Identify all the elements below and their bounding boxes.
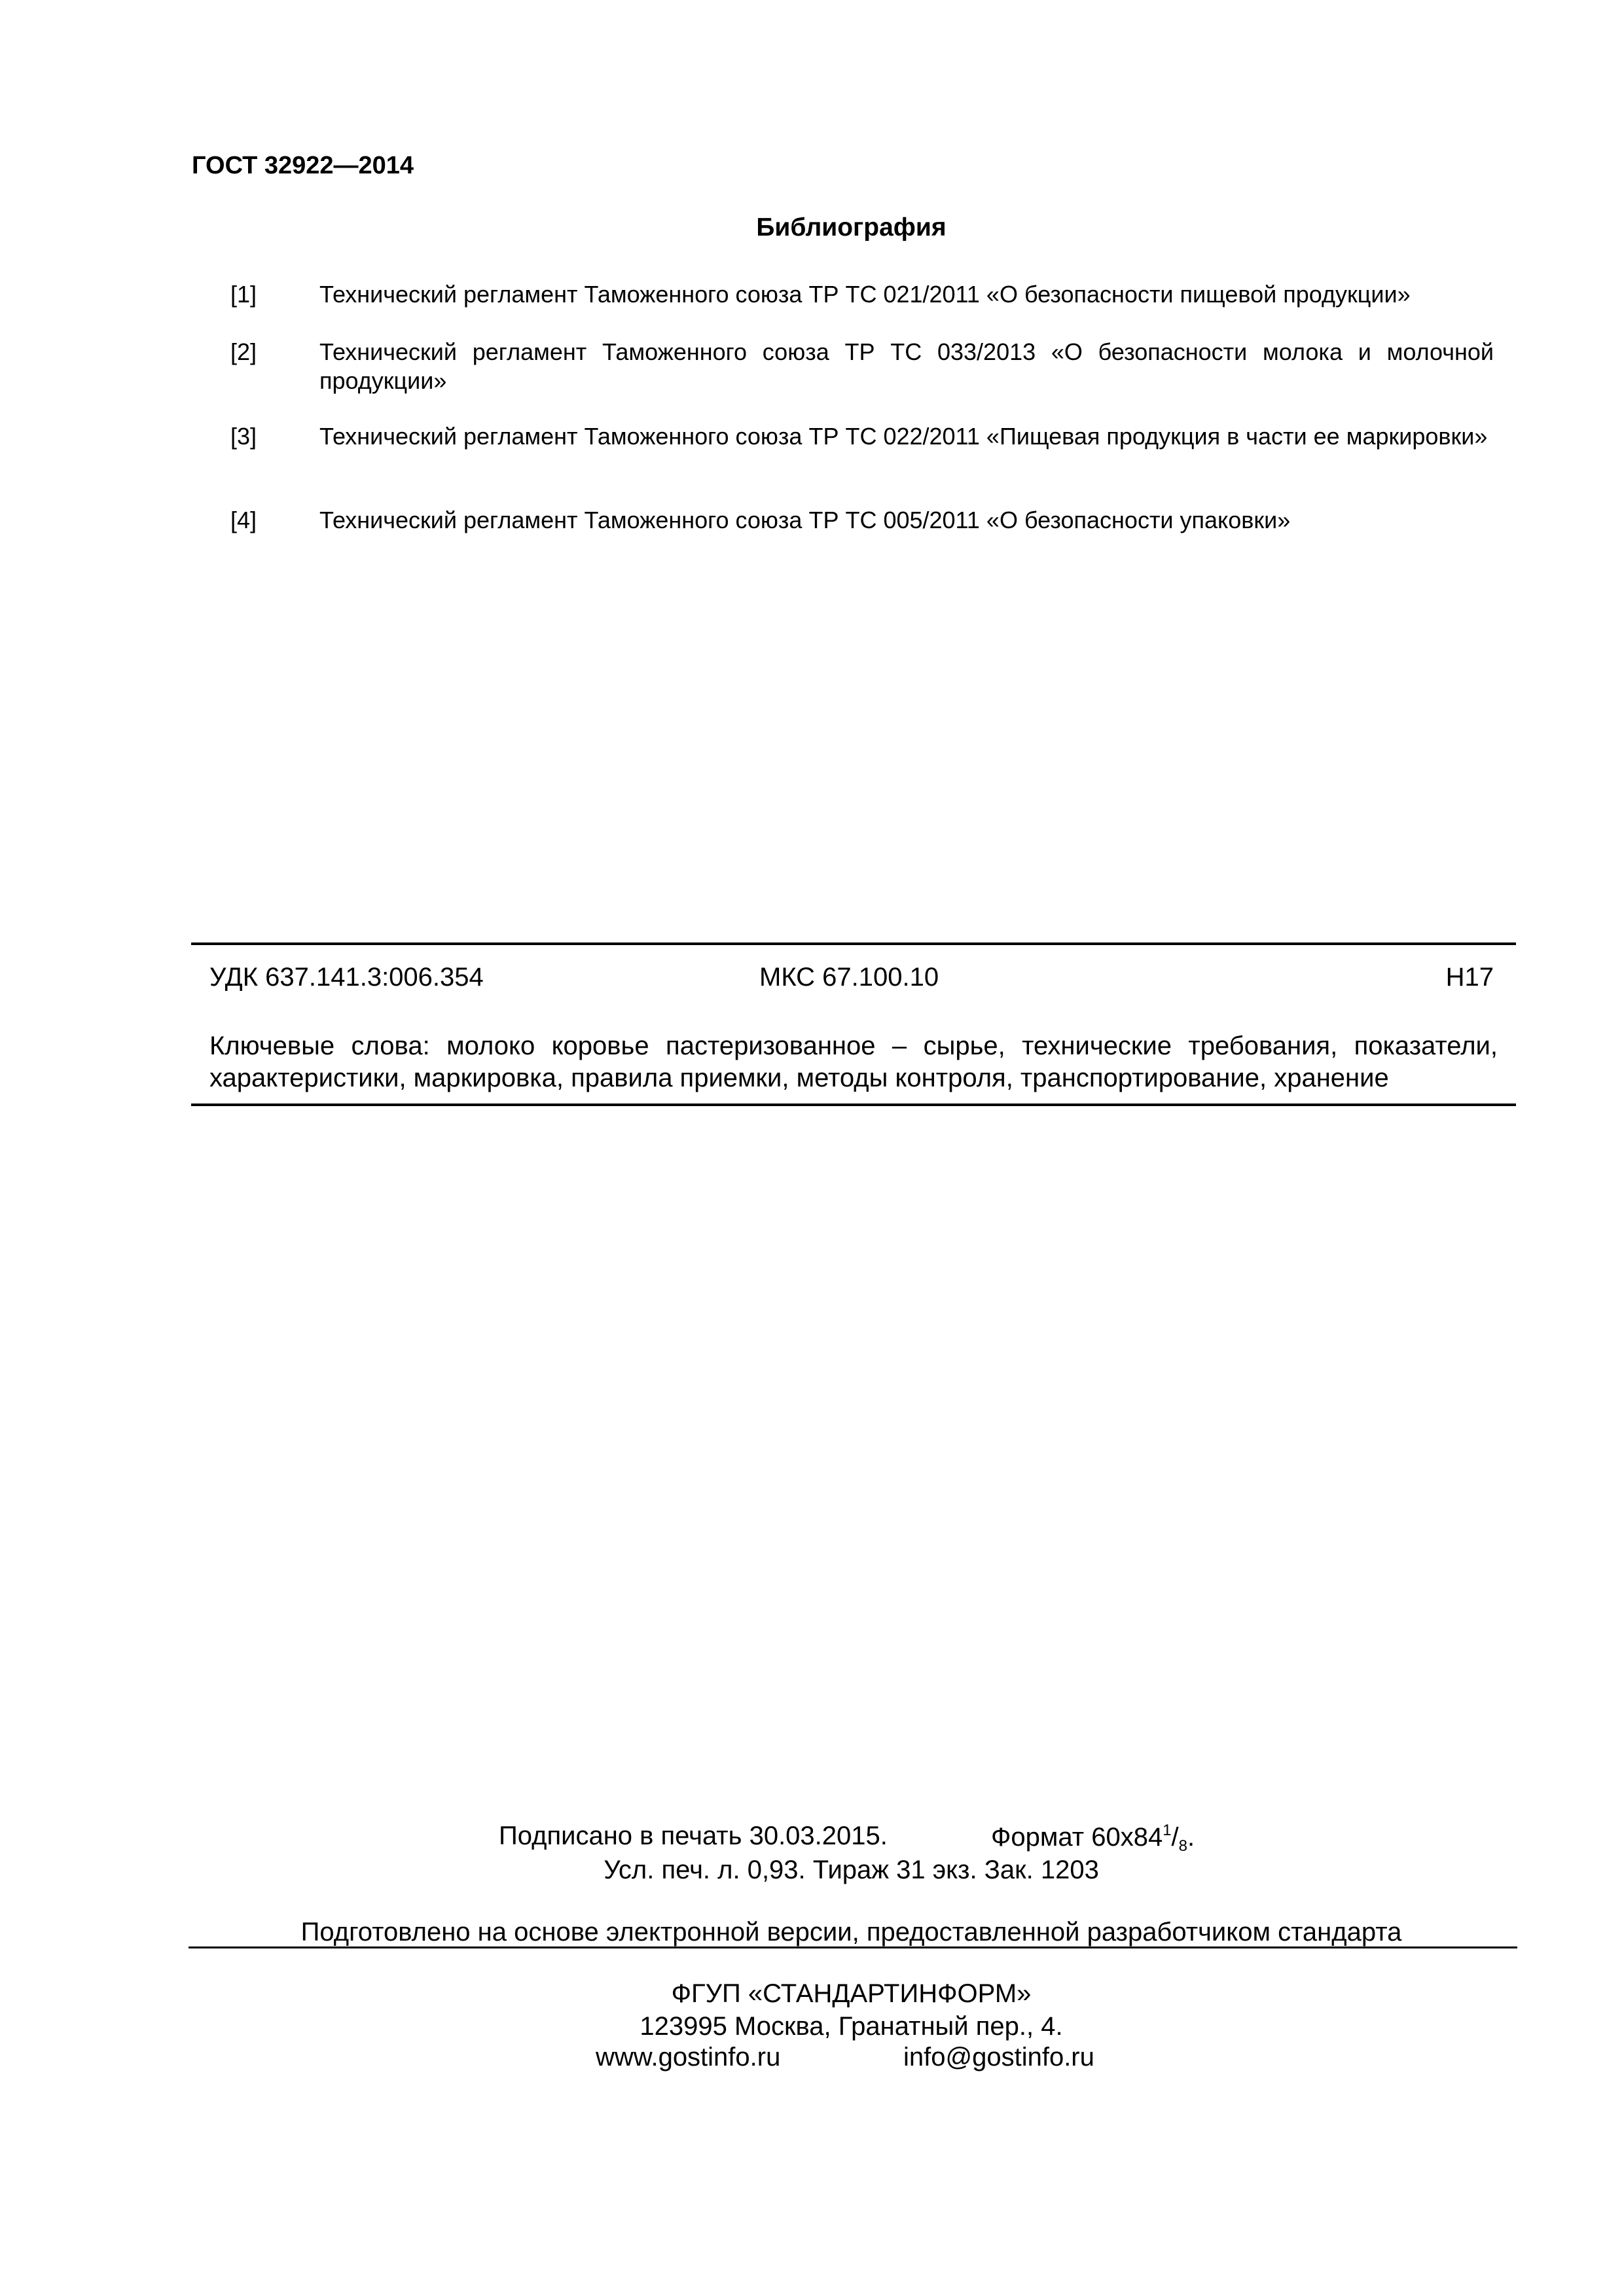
print-format-suffix: . — [1187, 1823, 1195, 1852]
print-format — [991, 1821, 1195, 1856]
imprint-divider — [189, 1946, 1517, 1948]
print-format-prefix: Формат 60х84 — [991, 1823, 1163, 1852]
print-format-numerator: 1 — [1163, 1821, 1172, 1839]
bibliography-item-text: Технический регламент Таможенного союза ТР ТС 005/2011 «О безопасности упаковки» — [319, 507, 1291, 533]
bibliography-item-text: Технический регламент Таможенного союза ТР ТС 021/2011 «О безопасности пищевой продукции» — [319, 281, 1411, 308]
keywords: Ключевые слова: молоко коровье пастеризованное – сырье, технические требования, показатели, характеристики, маркировка, правила приемки, методы контроля, транспортирование, хранение — [209, 1031, 1498, 1092]
group-code: Н17 — [1445, 963, 1494, 992]
bibliography-item — [230, 506, 1494, 537]
bibliography-item — [230, 338, 1494, 398]
mks-code: МКС 67.100.10 — [759, 963, 939, 992]
print-details: Усл. печ. л. 0,93. Тираж 31 экз. Зак. 1203 — [604, 1856, 1099, 1884]
bibliography-item — [230, 422, 1494, 482]
publisher-email[interactable]: info@gostinfo.ru — [903, 2043, 1094, 2072]
bibliography-item-text: Технический регламент Таможенного союза ТР ТС 022/2011 «Пищевая продукция в части ее маркировки» — [319, 423, 1488, 450]
bibliography-title: Библиография — [756, 213, 947, 242]
bibliography-item-number: [2] — [230, 338, 257, 365]
standard-code: ГОСТ 32922—2014 — [192, 152, 414, 179]
bibliography-item-text: Технический регламент Таможенного союза ТР ТС 033/2013 «О безопасности молока и молочной продукции» — [319, 338, 1494, 394]
print-format-denominator: 8 — [1178, 1837, 1188, 1855]
udk-code: УДК 637.141.3:006.354 — [209, 963, 484, 992]
bibliography-item — [230, 280, 1494, 312]
publisher-website[interactable]: www.gostinfo.ru — [596, 2043, 781, 2072]
top-divider — [191, 942, 1516, 945]
prepared-note: Подготовлено на основе электронной версии, предоставленной разработчиком стандарта — [300, 1918, 1402, 1946]
bottom-divider — [191, 1103, 1516, 1106]
publisher-address: 123995 Москва, Гранатный пер., 4. — [640, 2012, 1063, 2041]
bibliography-item-number: [1] — [230, 281, 257, 308]
publisher-name: ФГУП «СТАНДАРТИНФОРМ» — [671, 1979, 1032, 2008]
signed-date: Подписано в печать 30.03.2015. — [499, 1821, 888, 1850]
print-format-slash: / — [1171, 1823, 1179, 1852]
bibliography-item-number: [3] — [230, 423, 257, 450]
bibliography-item-number: [4] — [230, 507, 257, 533]
